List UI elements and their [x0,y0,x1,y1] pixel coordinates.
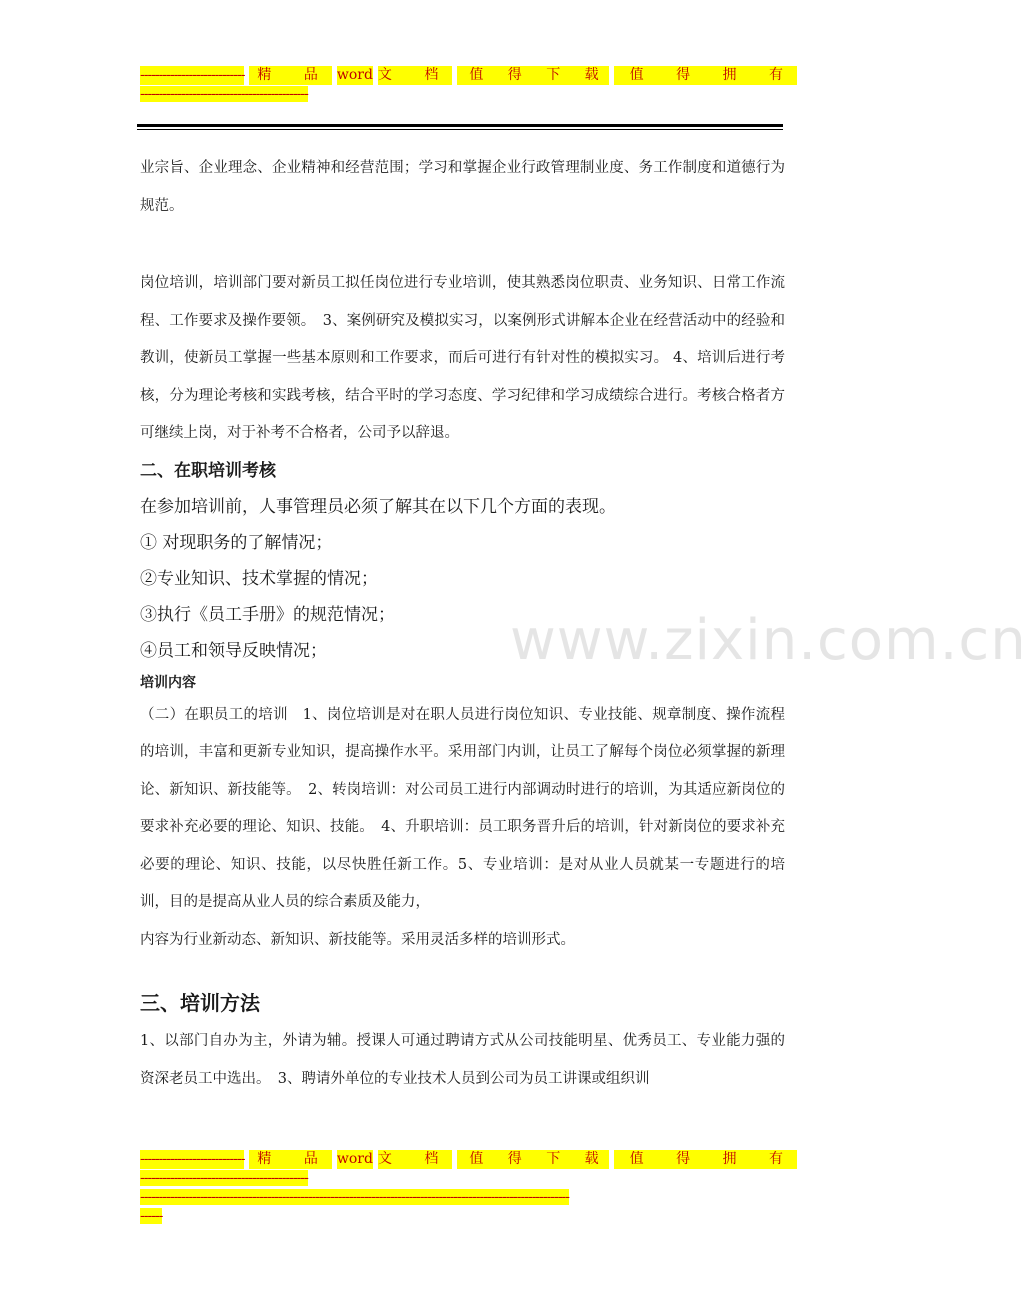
footer-dashes-3: ------------------------------------------------------------------------------------------------------------------- [140,1189,570,1205]
header-seg-4: 值 得 下 载 [457,66,608,85]
header-rule [137,124,783,130]
header-seg-5: 值 得 拥 有 [614,66,797,85]
heading-on-job-assessment: 二、在职培训考核 [140,460,276,481]
footer-dashes-2: --------------------------------------------- [140,1170,308,1186]
header-seg-3: 文 档 [377,67,453,83]
header-seg-1: 精 品 [249,66,331,85]
header-seg-2: word [336,67,373,83]
header-dashes-2: --------------------------------------------- [140,86,308,102]
document-body [140,150,785,1098]
list-item: ④员工和领导反映情况； [140,640,327,661]
footer-seg-2: word [336,1151,373,1167]
footer-banner [140,1150,797,1226]
header-dashes: ---------------------------- [140,67,245,83]
paragraph-content-types: 内容为行业新动态、新知识、新技能等。采用灵活多样的培训形式。 [140,931,575,948]
paragraph-assessment-intro: 在参加培训前，人事管理员必须了解其在以下几个方面的表现。 [140,496,616,517]
paragraph-job-training: 岗位培训，培训部门要对新员工拟任岗位进行专业培训，使其熟悉岗位职责、业务知识、日常工作流程、工作要求及操作要领。 3、案例研究及模拟实习，以案例形式讲解本企业在经营活动中的经验和教训，使新员工掌握一些基本原则和工作要求，而后可进行有针对性的模拟实习。 4、培训后进行考核，分为理论考核和实践考核，结合平时的学习态度、学习纪律和学习成绩综合进行。考核合格者方可继续上岗，对于补考不合格者，公司予以辞退。 [140,275,785,441]
list-item: ②专业知识、技术掌握的情况； [140,568,378,589]
header-banner [140,66,797,104]
footer-seg-5: 值 得 拥 有 [614,1150,797,1169]
paragraph-intro: 业宗旨、企业理念、企业精神和经营范围；学习和掌握企业行政管理制业度、务工作制度和道德行为规范。 [140,160,785,214]
paragraph-methods: 1、以部门自办为主，外请为辅。授课人可通过聘请方式从公司技能明星、优秀员工、专业能力强的资深老员工中选出。 3、聘请外单位的专业技术人员到公司为员工讲课或组织训 [140,1033,785,1087]
paragraph-employee-training: （二）在职员工的培训 1、岗位培训是对在职人员进行岗位知识、专业技能、规章制度、操作流程的培训，丰富和更新专业知识，提高操作水平。采用部门内训，让员工了解每个岗位必须掌握的新理论、新知识、新技能等。 2、转岗培训：对公司员工进行内部调动时进行的培训，为其适应新岗位的要求补充必要的理论、知识、技能。 4、升职培训：员工职务晋升后的培训，针对新岗位的要求补充必要的理论、知识、技能，以尽快胜任新工作。5、专业培训：是对从业人员就某一专题进行的培训，目的是提高从业人员的综合素质及能力， [140,706,785,910]
footer-seg-3: 文 档 [377,1151,453,1167]
footer-dashes-4: ------ [140,1208,163,1224]
list-item: ① 对现职务的了解情况； [140,532,333,553]
heading-training-methods: 三、培训方法 [140,991,260,1015]
footer-dashes: ---------------------------- [140,1151,245,1167]
watermark: www.zixin.com.cn [510,608,1027,673]
list-item: ③执行《员工手册》的规范情况； [140,604,395,625]
footer-seg-1: 精 品 [249,1150,331,1169]
footer-seg-4: 值 得 下 载 [457,1150,608,1169]
heading-training-content: 培训内容 [140,674,196,691]
